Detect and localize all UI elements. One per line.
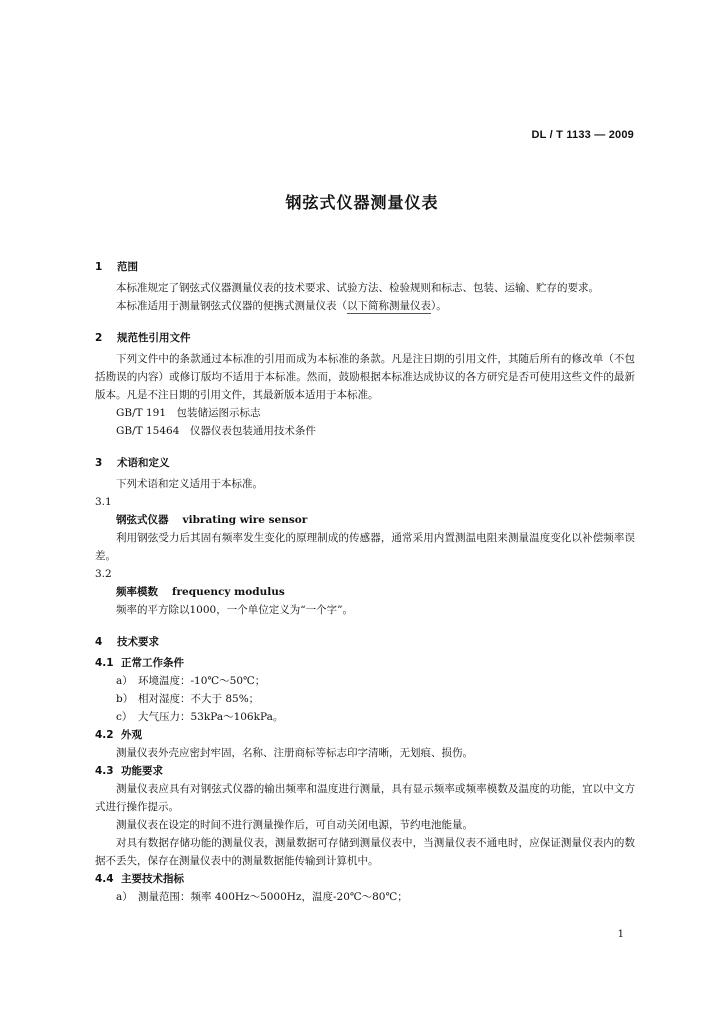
subsection-4-2-heading: [95, 726, 635, 744]
list-item-label: c）: [116, 711, 133, 723]
list-item-label: a）: [116, 675, 133, 687]
list-item-text: 相对湿度：不大于 85%；: [138, 693, 260, 705]
section-1-paragraph-1: 本标准规定了钢弦式仪器测量仪表的技术要求、试验方法、检验规则和标志、包装、运输、贮存的要求。: [116, 282, 599, 294]
list-item: [95, 708, 635, 726]
list-item-text: 大气压力：53kPa～106kPa。: [138, 711, 284, 723]
term-chinese: 钢弦式仪器: [116, 514, 169, 526]
subsection-4-3-heading: [95, 762, 635, 780]
section-2-paragraph-1: 下列文件中的条款通过本标准的引用而成为本标准的条款。凡是注日期的引用文件，其随后所有的修改单（不包括勘误的内容）或修订版均不适用于本标准。然而，鼓励根据本标准达成协议的各方研究是否可使用这些文件的最新版本。凡是不注日期的引用文件，其最新版本适用于本标准。: [95, 353, 635, 401]
term-3-1-definition: 利用钢弦受力后其固有频率发生变化的原理制成的传感器，通常采用内置测温电阻来测量温度变化以补偿频率误差。: [95, 532, 635, 562]
subsection-title: 功能要求: [121, 765, 163, 777]
section-title: 术语和定义: [117, 457, 170, 469]
subsection-title: 正常工作条件: [121, 657, 184, 669]
section-3-heading: [95, 454, 635, 472]
list-item-text: 环境温度：-10℃～50℃；: [138, 675, 266, 687]
section-1-heading: [95, 258, 635, 276]
list-item: [95, 690, 635, 708]
subsection-4-4-heading: [95, 870, 635, 888]
document-title: 钢弦式仪器测量仪表: [285, 193, 439, 212]
section-number: 4: [95, 636, 103, 648]
section-title: 规范性引用文件: [117, 332, 191, 344]
subsection-number: 4.2: [95, 729, 114, 741]
list-item: [95, 672, 635, 690]
subsection-number: 4.4: [95, 873, 114, 885]
subsection-title: 外观: [121, 729, 142, 741]
term-3-2-number: 3.2: [95, 568, 112, 580]
section-number: 3: [95, 457, 103, 469]
section-title: 范围: [117, 261, 138, 273]
list-item-label: a）: [116, 891, 133, 903]
term-3-2: [95, 583, 635, 601]
term-english: frequency modulus: [172, 586, 285, 598]
underlined-text: 以下简称测量仪表: [347, 300, 431, 312]
term-english: vibrating wire sensor: [182, 514, 308, 526]
reference-gbt-191: GB/T 191 包装储运图示标志: [116, 407, 261, 419]
standard-code: DL / T 1133 — 2009: [531, 129, 634, 141]
paragraph-text: 本标准适用于测量钢弦式仪器的便携式测量仪表（: [116, 300, 347, 312]
subsection-number: 4.3: [95, 765, 114, 777]
list-item-label: b）: [116, 693, 134, 705]
term-3-1: [95, 511, 635, 529]
term-3-1-number: 3.1: [95, 496, 112, 508]
page-number: 1: [617, 929, 624, 940]
paragraph-text: ）。: [431, 300, 447, 312]
section-3-paragraph-1: 下列术语和定义适用于本标准。: [116, 478, 263, 490]
subsection-4-3-paragraph-2: 测量仪表在设定的时间不进行测量操作后，可自动关闭电源，节约电池能量。: [116, 819, 473, 831]
section-title: 技术要求: [117, 636, 159, 648]
term-chinese: 频率模数: [116, 586, 158, 598]
list-item-text: 测量范围：频率 400Hz～5000Hz，温度-20℃～80℃；: [138, 891, 408, 903]
reference-gbt-15464: GB/T 15464 仪器仪表包装通用技术条件: [116, 425, 316, 437]
term-3-2-definition: 频率的平方除以1000，一个单位定义为“一个字”。: [116, 604, 353, 616]
subsection-number: 4.1: [95, 657, 114, 669]
list-item: [95, 888, 635, 906]
section-4-heading: [95, 633, 635, 651]
subsection-title: 主要技术指标: [121, 873, 184, 885]
document-body: [95, 252, 635, 906]
subsection-4-1-heading: [95, 654, 635, 672]
section-1-paragraph-2: [95, 297, 635, 315]
section-2-heading: [95, 329, 635, 347]
section-number: 2: [95, 332, 103, 344]
section-number: 1: [95, 261, 103, 273]
subsection-4-3-paragraph-3: 对具有数据存储功能的测量仪表，测量数据可存储到测量仪表中，当测量仪表不通电时，应保证测量仪表内的数据不丢失，保存在测量仪表中的测量数据能传输到计算机中。: [95, 837, 635, 867]
subsection-4-3-paragraph-1: 测量仪表应具有对钢弦式仪器的输出频率和温度进行测量，具有显示频率或频率模数及温度的功能，宜以中文方式进行操作提示。: [95, 783, 635, 813]
subsection-4-2-paragraph: 测量仪表外壳应密封牢固，名称、注册商标等标志印字清晰，无划痕、损伤。: [116, 747, 473, 759]
